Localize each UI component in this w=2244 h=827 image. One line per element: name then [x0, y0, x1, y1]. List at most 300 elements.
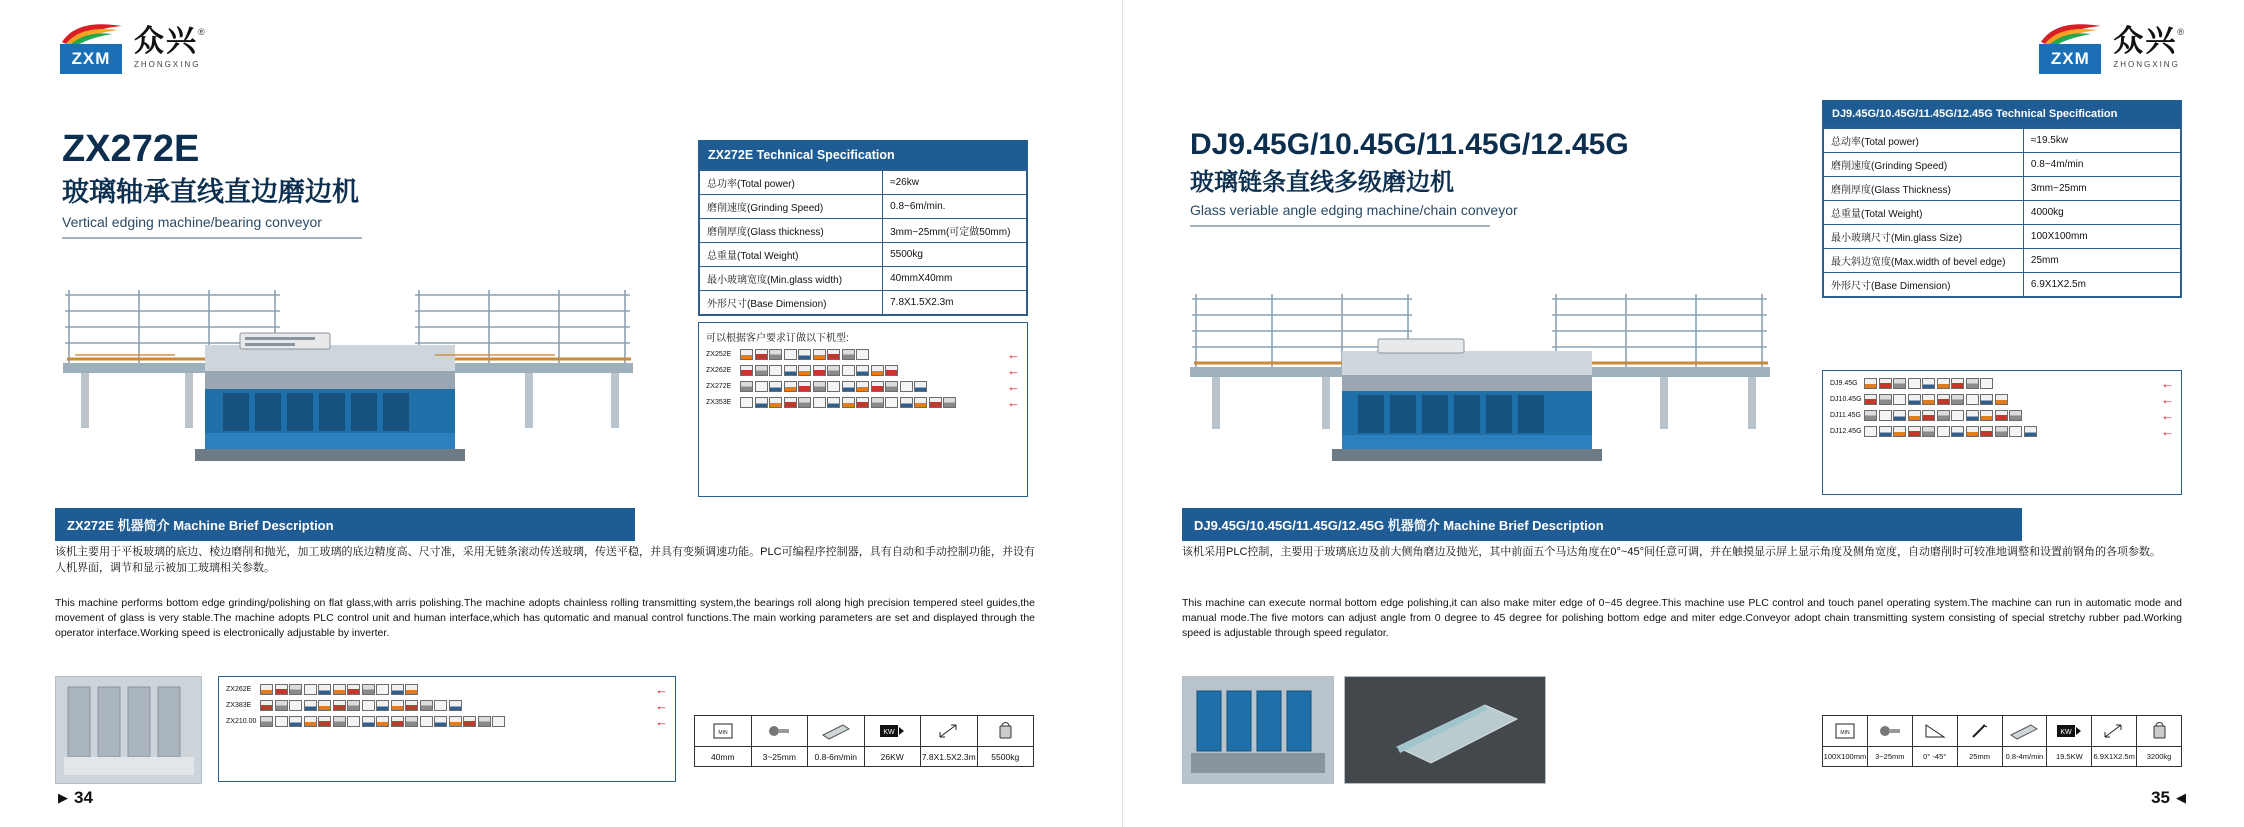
right-brief-cn: 该机采用PLC控制，主要用于玻璃底边及前大侧角磨边及抛光，其中前面五个马达角度在0°~45°间任意可调，并在触摸显示屏上显示角度及侧角宽度，自动磨削时可较准地调整和设置前钢角的各项参数。: [1182, 546, 2161, 558]
machine-module-icon: [318, 684, 331, 695]
right-page: [1122, 0, 2244, 827]
left-spec-rows: [699, 170, 1027, 315]
machine-module-icon: [1864, 394, 1877, 405]
machine-module-icon: [347, 700, 360, 711]
option-row-label: ZX252E: [706, 351, 732, 358]
machine-module-icon: [275, 700, 288, 711]
machine-module-icon: [798, 397, 811, 408]
left-arrow-icon: ←: [1007, 379, 1020, 394]
right-option-rows: [1830, 377, 2174, 438]
dimension-icon: [921, 716, 977, 747]
machine-module-icon: [1995, 426, 2008, 437]
machine-module-icon: [929, 397, 942, 408]
left-title-rule: [62, 237, 362, 239]
strip-cell: [695, 716, 752, 766]
right-icon-spec-strip: [1822, 715, 2182, 767]
option-row: [226, 699, 668, 712]
machine-module-icon: [740, 381, 753, 392]
right-detail-photo-1: [1182, 676, 1334, 784]
option-row-label: DJ10.45G: [1830, 396, 1862, 403]
option-row-label: ZX383E: [226, 702, 252, 709]
left-arrow-icon: ←: [2161, 424, 2174, 439]
machine-module-icon: [784, 397, 797, 408]
machine-module-icon: [376, 716, 389, 727]
spec-key: 磨削厚度(Glass thickness): [700, 219, 883, 243]
option-row: [1830, 425, 2174, 438]
machine-module-icon: [463, 716, 476, 727]
spec-value: 7.8X1.5X2.3m: [883, 291, 1027, 315]
option-row-label: ZX262E: [706, 367, 732, 374]
strip-value: 0.8-4m/min: [2005, 752, 2044, 761]
strip-value: 3~25mm: [1875, 752, 1905, 761]
brand-logo-right: [2039, 22, 2184, 74]
left-arrow-icon: ←: [2161, 408, 2174, 423]
machine-module-icon: [1879, 426, 1892, 437]
option-icon-group: [1864, 394, 2157, 405]
machine-module-icon: [289, 716, 302, 727]
machine-module-icon: [769, 381, 782, 392]
machine-module-icon: [1864, 426, 1877, 437]
spec-value: 3mm~25mm: [2023, 177, 2180, 201]
machine-module-icon: [304, 716, 317, 727]
machine-module-icon: [1980, 378, 1993, 389]
bevel-width-icon: [1958, 716, 2002, 747]
machine-module-icon: [1908, 410, 1921, 421]
strip-value: 19.5KW: [2055, 752, 2083, 761]
machine-module-icon: [347, 716, 360, 727]
right-title-en: Glass veriable angle edging machine/chain conveyor: [1190, 202, 1518, 219]
machine-module-icon: [434, 700, 447, 711]
machine-module-icon: [1937, 410, 1950, 421]
machine-module-icon: [1937, 426, 1950, 437]
machine-module-icon: [1922, 394, 1935, 405]
machine-module-icon: [856, 397, 869, 408]
option-icon-group: [740, 365, 1003, 376]
strip-value: 6.9X1X2.5m: [2093, 752, 2135, 761]
machine-module-icon: [391, 700, 404, 711]
glass-sample-illustration: [1345, 677, 1545, 783]
power-kw-icon: [865, 716, 921, 747]
option-icon-group: [260, 716, 651, 727]
machine-module-icon: [784, 349, 797, 360]
machine-module-icon: [885, 397, 898, 408]
strip-value: 40mm: [710, 751, 735, 762]
spec-key: 最小玻璃尺寸(Min.glass Size): [1824, 225, 2024, 249]
table-row: [700, 195, 1027, 219]
spec-key: 磨削厚度(Glass Thickness): [1824, 177, 2024, 201]
left-arrow-icon: ←: [1007, 347, 1020, 362]
machine-module-icon: [1951, 378, 1964, 389]
machine-module-icon: [1937, 394, 1950, 405]
left-title-en: Vertical edging machine/bearing conveyor: [62, 213, 322, 230]
strip-cell: [921, 716, 978, 766]
machine-module-icon: [1908, 378, 1921, 389]
strip-cell: [1913, 716, 1958, 766]
option-row-label: DJ12.45G: [1830, 428, 1862, 435]
machine-module-icon: [1893, 410, 1906, 421]
machine-module-icon: [260, 716, 273, 727]
speed-icon: [2003, 716, 2047, 747]
grinding-wheel-icon: [752, 716, 808, 747]
machine-module-icon: [1966, 410, 1979, 421]
logo-chinese-name: 众兴: [2113, 25, 2178, 58]
machine-module-icon: [1922, 426, 1935, 437]
machine-module-icon: [333, 684, 346, 695]
option-icon-group: [1864, 410, 2157, 421]
option-row-label: ZX272E: [706, 383, 732, 390]
machine-module-icon: [376, 684, 389, 695]
machine-module-icon: [1879, 410, 1892, 421]
table-row: [1824, 225, 2181, 249]
left-options-box: [698, 322, 1028, 497]
machine-module-icon: [856, 365, 869, 376]
machine-module-icon: [769, 397, 782, 408]
option-icon-group: [740, 349, 1003, 360]
logo-zxm-text: ZXM: [2039, 44, 2101, 74]
machine-module-icon: [1966, 426, 1979, 437]
machine-module-icon: [914, 397, 927, 408]
right-model-title: DJ9.45G/10.45G/11.45G/12.45G: [1190, 128, 1629, 161]
left-detail-photo: [55, 676, 202, 784]
right-title-rule: [1190, 225, 1490, 227]
left-brief-cn: 该机主要用于平板玻璃的底边、棱边磨削和抛光，加工玻璃的底边精度高、尺寸准，采用无链条滚动传送玻璃，传送平稳，并具有变频调速功能。PLC可编程序控制器，具有自动和手动控制功能，并设有人机界面，调节和显示被加工玻璃相关参数。: [55, 546, 1035, 574]
machine-module-icon: [827, 397, 840, 408]
machine-module-icon: [827, 381, 840, 392]
table-row: [700, 219, 1027, 243]
logo-chinese-name: 众兴: [134, 25, 198, 58]
strip-cell: [865, 716, 922, 766]
machine-module-icon: [289, 684, 302, 695]
machine-module-icon: [1937, 378, 1950, 389]
machine-module-icon: [1995, 394, 2008, 405]
spec-key: 总功率(Total power): [700, 171, 883, 195]
machine-module-icon: [405, 684, 418, 695]
option-row-label: ZX262E: [226, 686, 252, 693]
machine-module-icon: [2024, 426, 2037, 437]
machine-module-icon: [813, 381, 826, 392]
machine-module-icon: [260, 684, 273, 695]
machine-module-icon: [260, 700, 273, 711]
machine-module-icon: [842, 381, 855, 392]
table-row: [700, 267, 1027, 291]
machine-module-icon: [1980, 426, 1993, 437]
left-machine-photo: [55, 285, 665, 485]
machine-module-icon: [1893, 426, 1906, 437]
machine-module-icon: [784, 365, 797, 376]
machine-module-icon: [1864, 378, 1877, 389]
machine-module-icon: [420, 716, 433, 727]
left-title-block: [62, 130, 362, 239]
machine-module-icon: [900, 397, 913, 408]
table-row: [1824, 249, 2181, 273]
table-row: [1824, 201, 2181, 225]
machine-module-icon: [1893, 394, 1906, 405]
machine-module-icon: [1966, 378, 1979, 389]
strip-cell: [978, 716, 1034, 766]
machine-module-icon: [798, 349, 811, 360]
machine-module-icon: [914, 381, 927, 392]
machine-module-icon: [362, 700, 375, 711]
spec-value: 5500kg: [883, 243, 1027, 267]
right-detail-photo-2: [1344, 676, 1546, 784]
left-arrow-icon: ←: [2161, 376, 2174, 391]
strip-cell: [752, 716, 809, 766]
left-options-caption: 可以根据客户要求订做以下机型:: [706, 333, 849, 344]
machine-module-icon: [1908, 426, 1921, 437]
machine-module-icon: [798, 365, 811, 376]
weight-icon: [2137, 716, 2181, 747]
left-arrow-icon: ←: [1007, 363, 1020, 378]
machine-module-icon: [1995, 410, 2008, 421]
option-row: [1830, 393, 2174, 406]
machine-module-icon: [478, 716, 491, 727]
logo-mark: [2039, 22, 2105, 74]
machine-module-icon: [1879, 378, 1892, 389]
machine-module-icon: [1951, 394, 1964, 405]
right-brief-en: This machine can execute normal bottom edge polishing,it can also make miter edge of 0~45 degree.This machine use PLC control and touch panel operating system.The machine can run in automatic mode and manual mode.The five motors can adjust angle from 0 degree to 45 degree for polishing bottom edge and miter edge.Conveyor adopt chain transmitting system consisting of special stretchy rubber pad.Working speed is adjustable through speed regulator.: [1182, 597, 2182, 640]
spec-key: 最小玻璃宽度(Min.glass width): [700, 267, 883, 291]
logo-text-block: [2113, 27, 2184, 69]
strip-value: 25mm: [1969, 752, 1990, 761]
option-icon-group: [260, 700, 651, 711]
spindle-detail-illustration: [56, 677, 201, 783]
table-row: [700, 243, 1027, 267]
spec-key: 磨削速度(Grinding Speed): [1824, 153, 2024, 177]
svg-text:MIN: MIN: [1840, 730, 1850, 736]
machine-module-icon: [842, 397, 855, 408]
strip-cell: [2003, 716, 2048, 766]
left-arrow-icon: ←: [655, 714, 668, 729]
strip-cell: [808, 716, 865, 766]
right-spec-table: [1822, 100, 2182, 298]
right-options-box: [1822, 370, 2182, 495]
machine-module-icon: [318, 700, 331, 711]
option-icon-group: [740, 397, 1003, 408]
left-arrow-icon: ←: [655, 698, 668, 713]
spec-key: 总动率(Total power): [1824, 129, 2024, 153]
strip-value: 0.8-6m/min: [814, 751, 857, 762]
machine-module-icon: [318, 716, 331, 727]
machine-module-icon: [434, 716, 447, 727]
power-kw-icon: [2047, 716, 2091, 747]
brand-logo-left: [60, 22, 205, 74]
strip-value: 0° -45°: [1923, 752, 1947, 761]
machine-module-icon: [740, 349, 753, 360]
left-arrow-icon: ←: [1007, 395, 1020, 410]
machine-module-icon: [1951, 410, 1964, 421]
strip-cell: [1958, 716, 2003, 766]
machine-module-icon: [900, 381, 913, 392]
left-brief-en: This machine performs bottom edge grinding/polishing on flat glass,with arris polishing.The machine adopts chainless rolling transmitting system,the bearings roll along high precision tempered steel guides,the movement of glass is very stable.The machine adopts PLC control unit and human interface,which has qutomatic and manual control functions.The main working parameters are set and displayed through the operator interface.Working speed is electronically adjustable by inverter.: [55, 597, 1035, 640]
machine-module-icon: [275, 716, 288, 727]
strip-value: 3200kg: [2146, 752, 2172, 761]
machine-module-icon: [449, 700, 462, 711]
machine-module-icon: [304, 684, 317, 695]
next-page-arrow-icon[interactable]: ◀: [2176, 790, 2186, 805]
machine-module-icon: [1922, 378, 1935, 389]
machine-module-icon: [1908, 394, 1921, 405]
machine-module-icon: [376, 700, 389, 711]
svg-text:KW: KW: [883, 729, 895, 736]
left-bottom-options-box: [218, 676, 676, 782]
left-arrow-icon: ←: [2161, 392, 2174, 407]
logo-latin-name: ZHONGXING: [2113, 60, 2180, 69]
strip-cell: [1823, 716, 1868, 766]
angle-icon: [1913, 716, 1957, 747]
option-row: [1830, 409, 2174, 422]
strip-cell: [1868, 716, 1913, 766]
option-icon-group: [260, 684, 651, 695]
left-model-title: ZX272E: [62, 128, 200, 170]
machine-illustration: [1182, 285, 1792, 485]
logo-text-block: [134, 27, 205, 69]
spec-value: 4000kg: [2023, 201, 2180, 225]
option-row-label: ZX210.00: [226, 718, 257, 725]
min-glass-size-icon: [1823, 716, 1867, 747]
machine-module-icon: [871, 365, 884, 376]
machine-module-icon: [1951, 426, 1964, 437]
strip-value: 5500kg: [991, 751, 1020, 762]
dimension-icon: [2092, 716, 2136, 747]
option-row: [706, 364, 1020, 377]
machine-module-icon: [1966, 394, 1979, 405]
table-row: [1824, 153, 2181, 177]
machine-module-icon: [740, 397, 753, 408]
left-icon-spec-strip: [694, 715, 1034, 767]
machine-module-icon: [304, 700, 317, 711]
machine-module-icon: [362, 684, 375, 695]
table-row: [1824, 273, 2181, 297]
option-row-label: ZX353E: [706, 399, 732, 406]
machine-module-icon: [1893, 378, 1906, 389]
machine-module-icon: [813, 365, 826, 376]
machine-module-icon: [755, 349, 768, 360]
strip-value: 7.8X1.5X2.3m: [921, 751, 976, 762]
machine-module-icon: [333, 716, 346, 727]
machine-module-icon: [755, 381, 768, 392]
svg-text:KW: KW: [2060, 729, 2072, 736]
spec-key: 外形尺寸(Base Dimension): [1824, 273, 2024, 297]
spec-key: 磨削速度(Grinding Speed): [700, 195, 883, 219]
spec-value: 3mm~25mm(可定做50mm): [883, 219, 1027, 243]
motor-detail-illustration: [1183, 677, 1333, 783]
option-row: [706, 348, 1020, 361]
prev-page-arrow-icon[interactable]: ▶: [58, 790, 68, 805]
right-spec-header: DJ9.45G/10.45G/11.45G/12.45G Technical Specification: [1823, 101, 2181, 128]
right-brief-bar: DJ9.45G/10.45G/11.45G/12.45G 机器简介 Machine Brief Description: [1182, 508, 2022, 541]
spec-key: 总重量(Total Weight): [1824, 201, 2024, 225]
strip-cell: [2092, 716, 2137, 766]
option-row: [226, 715, 668, 728]
spec-value: 0.8~6m/min.: [883, 195, 1027, 219]
spec-value: 25mm: [2023, 249, 2180, 273]
machine-module-icon: [827, 349, 840, 360]
svg-text:MIN: MIN: [718, 730, 728, 736]
logo-latin-name: ZHONGXING: [134, 60, 201, 69]
logo-mark: [60, 22, 126, 74]
machine-module-icon: [943, 397, 956, 408]
machine-module-icon: [391, 716, 404, 727]
spec-value: 40mmX40mm: [883, 267, 1027, 291]
machine-module-icon: [885, 381, 898, 392]
option-icon-group: [740, 381, 1003, 392]
machine-module-icon: [1879, 394, 1892, 405]
option-row: [1830, 377, 2174, 390]
machine-module-icon: [2009, 426, 2022, 437]
option-row: [706, 396, 1020, 409]
machine-illustration: [55, 285, 665, 485]
strip-value: 26KW: [880, 751, 904, 762]
machine-module-icon: [2009, 410, 2022, 421]
machine-module-icon: [1980, 394, 1993, 405]
left-option-rows: [706, 348, 1020, 409]
machine-module-icon: [885, 365, 898, 376]
strip-cell: [2137, 716, 2181, 766]
left-brief-bar: ZX272E 机器简介 Machine Brief Description: [55, 508, 635, 541]
glass-sheet-icon: [808, 716, 864, 747]
machine-module-icon: [362, 716, 375, 727]
machine-module-icon: [289, 700, 302, 711]
machine-module-icon: [420, 700, 433, 711]
machine-module-icon: [813, 349, 826, 360]
page-number-value: 35: [2151, 788, 2170, 807]
spec-value: ≈26kw: [883, 171, 1027, 195]
right-title-block: [1190, 130, 1629, 227]
left-page-number: [58, 788, 93, 808]
registered-mark: ®: [2177, 27, 2184, 37]
machine-module-icon: [333, 700, 346, 711]
left-spec-table: [698, 140, 1028, 316]
spec-value: 100X100mm: [2023, 225, 2180, 249]
machine-module-icon: [740, 365, 753, 376]
spec-key: 外形尺寸(Base Dimension): [700, 291, 883, 315]
grinding-wheel-icon: [1868, 716, 1912, 747]
strip-value: 3~25mm: [762, 751, 796, 762]
machine-module-icon: [1980, 410, 1993, 421]
left-spec-header: ZX272E Technical Specification: [699, 141, 1027, 170]
machine-module-icon: [755, 397, 768, 408]
strip-cell: [2047, 716, 2092, 766]
machine-module-icon: [755, 365, 768, 376]
machine-module-icon: [871, 397, 884, 408]
option-row: [706, 380, 1020, 393]
machine-module-icon: [827, 365, 840, 376]
machine-module-icon: [1864, 410, 1877, 421]
machine-module-icon: [769, 365, 782, 376]
machine-module-icon: [449, 716, 462, 727]
option-icon-group: [1864, 426, 2157, 437]
machine-module-icon: [842, 365, 855, 376]
right-title-cn: 玻璃链条直线多级磨边机: [1190, 169, 1454, 196]
table-row: [700, 291, 1027, 315]
min-glass-size-icon: [695, 716, 751, 747]
machine-module-icon: [798, 381, 811, 392]
left-arrow-icon: ←: [655, 682, 668, 697]
machine-module-icon: [784, 381, 797, 392]
machine-module-icon: [347, 684, 360, 695]
page-number-value: 34: [74, 788, 93, 807]
machine-module-icon: [856, 349, 869, 360]
table-row: [700, 171, 1027, 195]
right-machine-photo: [1182, 285, 1792, 485]
weight-icon: [978, 716, 1034, 747]
strip-value: 100X100mm: [1823, 752, 1867, 761]
option-icon-group: [1864, 378, 2157, 389]
option-row: [226, 683, 668, 696]
machine-module-icon: [769, 349, 782, 360]
right-page-number: [2151, 788, 2186, 808]
left-title-cn: 玻璃轴承直线直边磨边机: [62, 177, 359, 207]
